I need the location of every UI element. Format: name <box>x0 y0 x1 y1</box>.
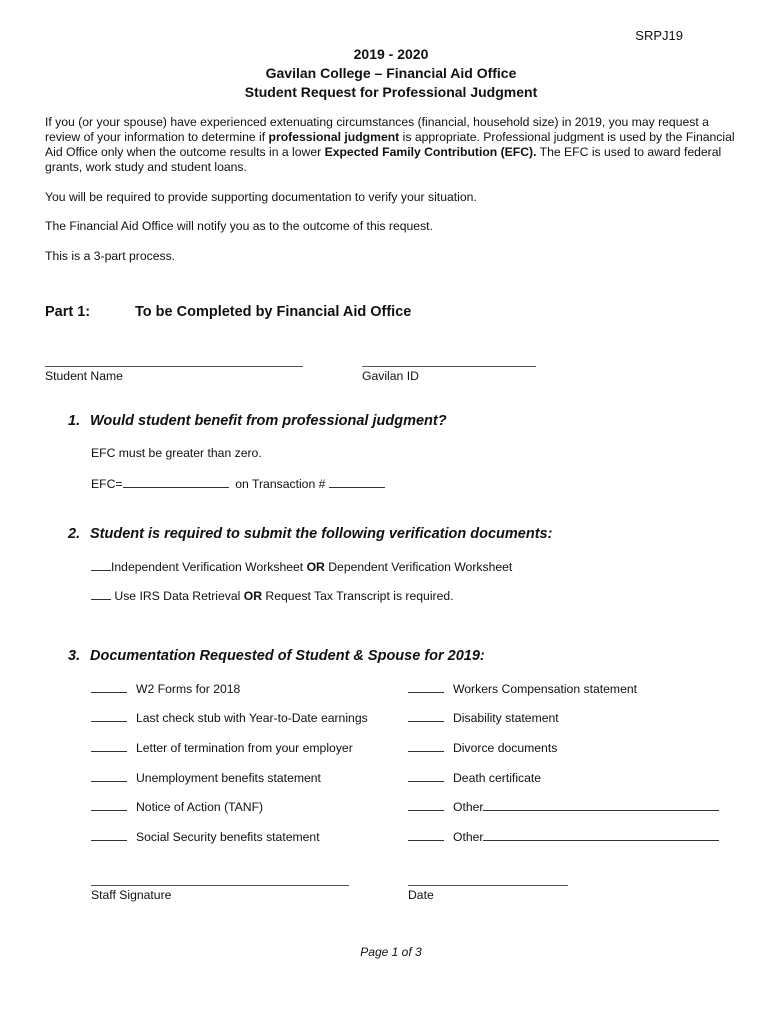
intro-documentation-note: You will be required to provide supporting documentation to verify your situation. <box>45 190 477 204</box>
student-name-label: Student Name <box>45 369 123 383</box>
doc-item-left: Unemployment benefits statement <box>91 770 321 785</box>
page-title: Student Request for Professional Judgment <box>244 84 538 100</box>
form-code: SRPJ19 <box>635 28 683 43</box>
part1-title: To be Completed by Financial Aid Office <box>135 304 412 320</box>
doc-checkbox[interactable] <box>91 770 127 782</box>
question-1: 1. Would student benefit from professional judgment? <box>68 413 447 429</box>
doc-item-right: Divorce documents <box>408 740 557 755</box>
date-field[interactable] <box>408 885 568 886</box>
worksheet-checkbox[interactable] <box>91 559 111 571</box>
doc-checkbox[interactable] <box>91 740 127 752</box>
doc-item-right: Disability statement <box>408 710 559 725</box>
efc-note: EFC must be greater than zero. <box>91 446 262 460</box>
doc-checkbox[interactable] <box>91 710 127 722</box>
header-year: 2019 - 2020 <box>353 46 429 62</box>
doc-checkbox[interactable] <box>408 799 444 811</box>
doc-checkbox[interactable] <box>91 799 127 811</box>
gavilan-id-field[interactable] <box>362 366 536 367</box>
date-label: Date <box>408 888 434 902</box>
doc-item-right: Workers Compensation statement <box>408 681 637 696</box>
other-field[interactable] <box>483 799 719 811</box>
question-3: 3. Documentation Requested of Student & Spouse for 2019: <box>68 648 485 664</box>
doc-item-left: Last check stub with Year-to-Date earnings <box>91 710 368 725</box>
doc-checkbox[interactable] <box>91 829 127 841</box>
header-office: Gavilan College – Financial Aid Office <box>265 65 517 81</box>
student-name-field[interactable] <box>45 366 303 367</box>
other-field[interactable] <box>483 829 719 841</box>
irs-data-line: Use IRS Data Retrieval OR Request Tax Transcript is required. <box>91 588 454 603</box>
doc-item-left: W2 Forms for 2018 <box>91 681 240 696</box>
transaction-field[interactable] <box>329 476 385 488</box>
staff-signature-label: Staff Signature <box>91 888 172 902</box>
doc-item-other: Other <box>408 829 719 844</box>
question-2: 2. Student is required to submit the following verification documents: <box>68 526 553 542</box>
part1-label: Part 1: <box>45 304 91 320</box>
doc-checkbox[interactable] <box>408 770 444 782</box>
intro-process-note: This is a 3-part process. <box>45 249 176 263</box>
doc-item-other: Other <box>408 799 719 814</box>
doc-item-right: Death certificate <box>408 770 541 785</box>
irs-checkbox[interactable] <box>91 588 111 600</box>
gavilan-id-label: Gavilan ID <box>362 369 419 383</box>
efc-line: EFC= on Transaction # <box>91 476 385 491</box>
page-number: Page 1 of 3 <box>360 945 422 959</box>
intro-paragraph: If you (or your spouse) have experienced extenuating circumstances (financial, household size) in 2019, you may request a review of your information to determine if professional judgment is appropriate. Professional judgment is used by the Financial Aid Office only when the outcome results in a lower Expected Family Contribution (EFC). The EFC is used to award federal grants, work study and student loans. <box>45 115 735 174</box>
doc-item-left: Notice of Action (TANF) <box>91 799 263 814</box>
intro-notify-note: The Financial Aid Office will notify you as to the outcome of this request. <box>45 219 433 233</box>
doc-checkbox[interactable] <box>408 829 444 841</box>
efc-field[interactable] <box>123 476 229 488</box>
doc-checkbox[interactable] <box>408 710 444 722</box>
doc-item-left: Letter of termination from your employer <box>91 740 353 755</box>
doc-checkbox[interactable] <box>408 681 444 693</box>
verification-worksheet-line: Independent Verification Worksheet OR Dependent Verification Worksheet <box>91 559 512 574</box>
staff-signature-field[interactable] <box>91 885 349 886</box>
doc-checkbox[interactable] <box>408 740 444 752</box>
doc-item-left: Social Security benefits statement <box>91 829 320 844</box>
doc-checkbox[interactable] <box>91 681 127 693</box>
